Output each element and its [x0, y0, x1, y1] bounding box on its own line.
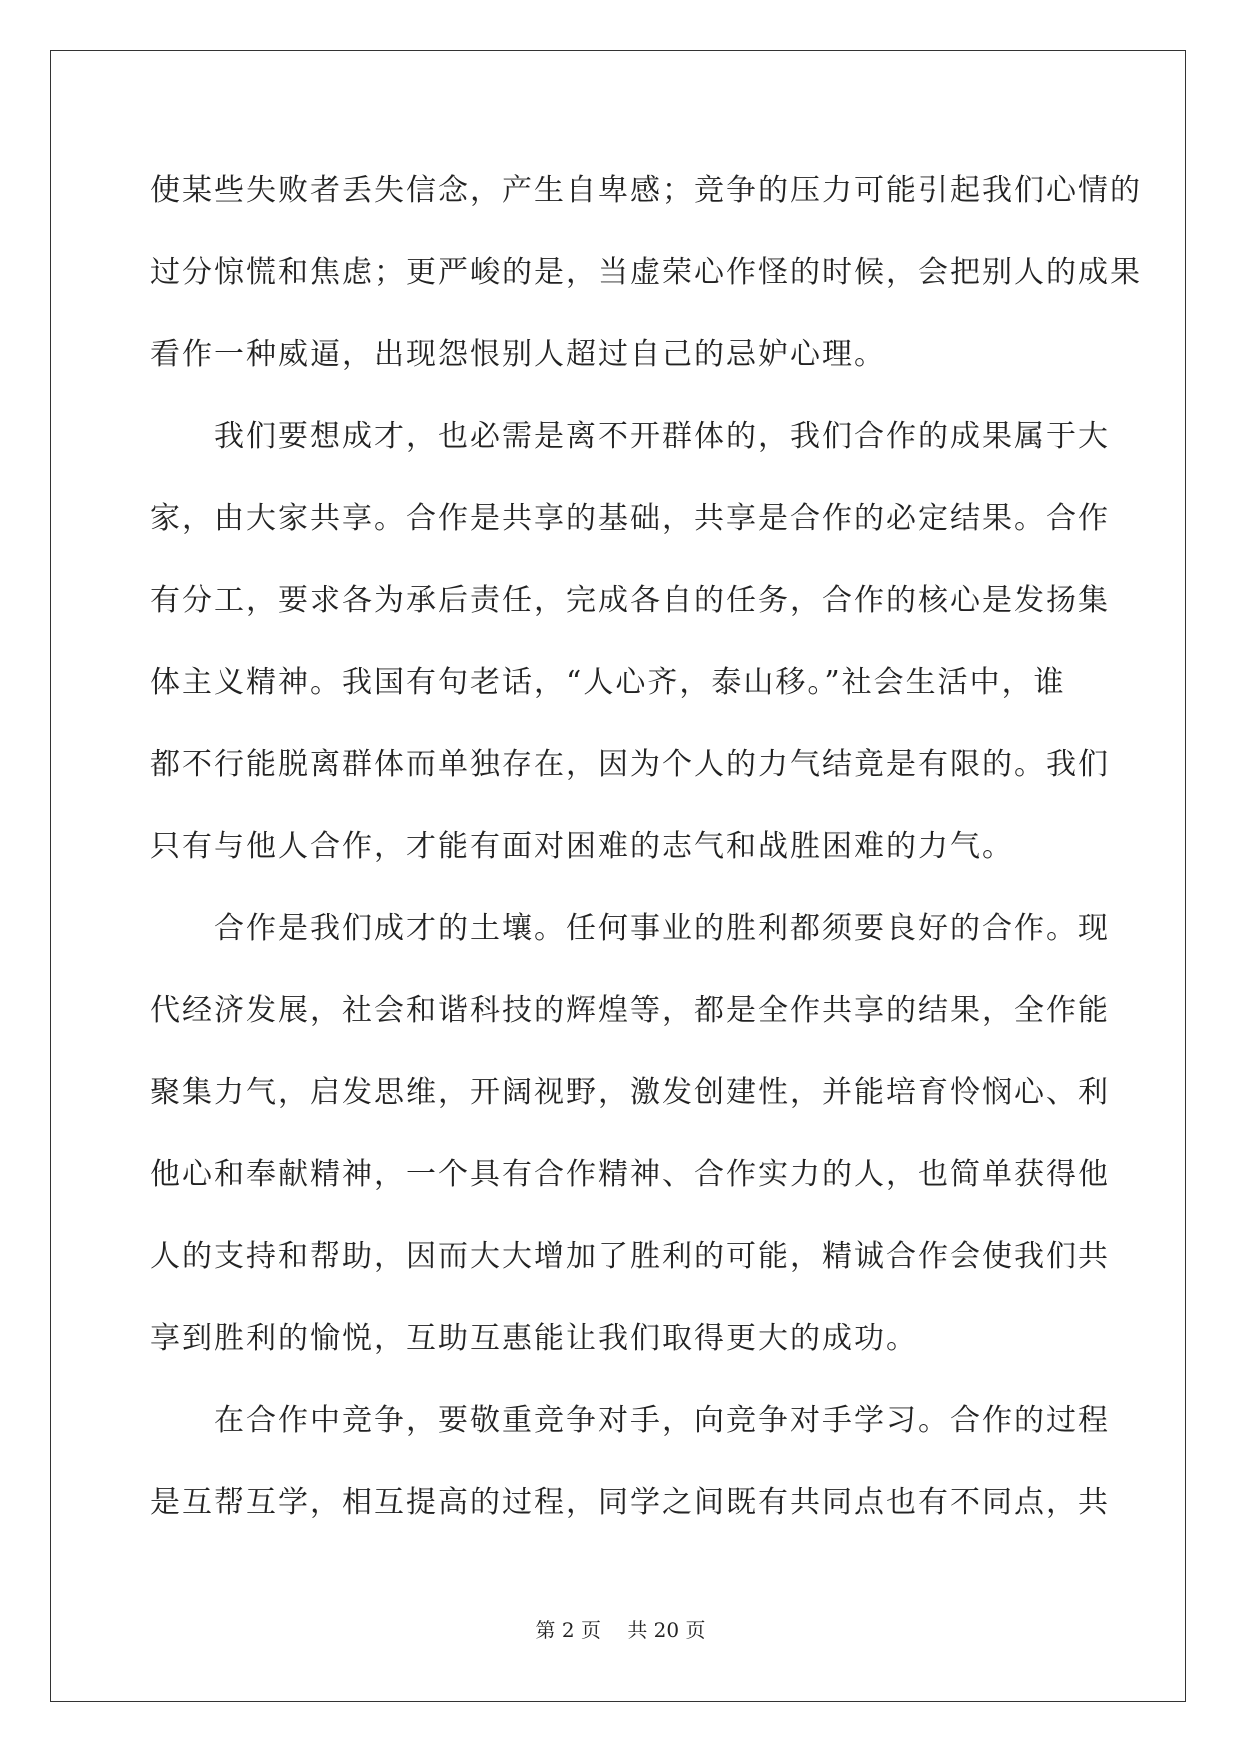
- text-line: 在合作中竞争，要敬重竞争对手，向竞争对手学习。合作的过程: [150, 1403, 1110, 1438]
- text-line: 人的支持和帮助，因而大大增加了胜利的可能，精诚合作会使我们共: [150, 1239, 1110, 1274]
- text-line: 代经济发展，社会和谐科技的辉煌等，都是全作共享的结果，全作能: [150, 993, 1110, 1028]
- text-line: 过分惊慌和焦虑；更严峻的是，当虚荣心作怪的时候，会把别人的成果: [150, 255, 1142, 290]
- text-line: 家，由大家共享。合作是共享的基础，共享是合作的必定结果。合作: [150, 501, 1110, 536]
- document-body: [150, 150, 1142, 1544]
- page-total: 共 20 页: [627, 1618, 706, 1642]
- text-line: 使某些失败者丢失信念，产生自卑感；竞争的压力可能引起我们心情的: [150, 173, 1142, 208]
- text-line: 体主义精神。我国有句老话，“人心齐，泰山移。”社会生活中，谁: [150, 665, 1066, 700]
- text-line: 是互帮互学，相互提高的过程，同学之间既有共同点也有不同点，共: [150, 1485, 1110, 1520]
- text-line: 享到胜利的愉悦，互助互惠能让我们取得更大的成功。: [150, 1321, 918, 1356]
- text-line: 只有与他人合作，才能有面对困难的志气和战胜困难的力气。: [150, 829, 1014, 864]
- page-footer: [0, 1614, 1241, 1643]
- text-line: 我们要想成才，也必需是离不开群体的，我们合作的成果属于大: [150, 419, 1110, 454]
- page-number: 第 2 页: [535, 1618, 601, 1642]
- text-line: 他心和奉献精神，一个具有合作精神、合作实力的人，也简单获得他: [150, 1157, 1110, 1192]
- text-line: 看作一种威逼，出现怨恨别人超过自己的忌妒心理。: [150, 337, 886, 372]
- text-line: 有分工，要求各为承后责任，完成各自的任务，合作的核心是发扬集: [150, 583, 1110, 618]
- text-line: 聚集力气，启发思维，开阔视野，激发创建性，并能培育怜悯心、利: [150, 1075, 1110, 1110]
- text-line: 合作是我们成才的土壤。任何事业的胜利都须要良好的合作。现: [150, 911, 1110, 946]
- text-line: 都不行能脱离群体而单独存在，因为个人的力气结竟是有限的。我们: [150, 747, 1110, 782]
